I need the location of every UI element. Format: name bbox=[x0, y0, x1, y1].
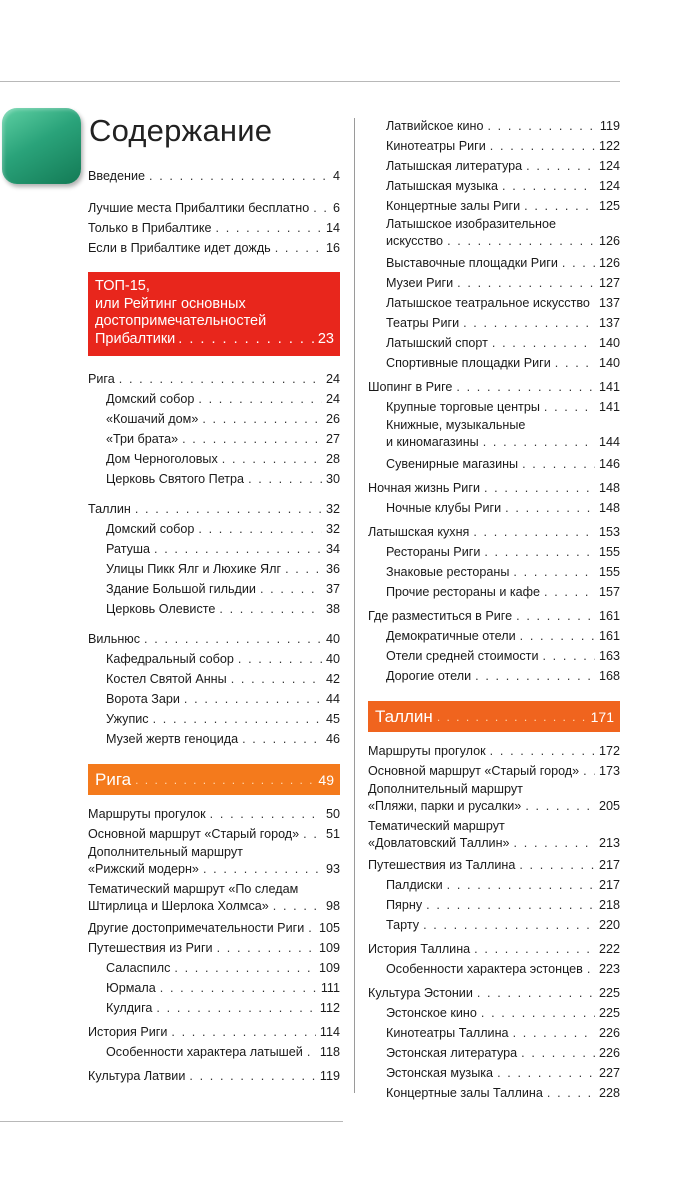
toc-entry[interactable]: Только в Прибалтике . . . 14 bbox=[88, 218, 340, 238]
top15-section-band[interactable]: ТОП-15, или Рейтинг основных достопримечательностей Прибалтики . . . 23 bbox=[88, 272, 340, 356]
toc-left-column bbox=[88, 166, 340, 1086]
toc-subentry[interactable]: Театры Риги . . . 137 bbox=[368, 313, 620, 333]
toc-subentry[interactable]: Эстонское кино . . . 225 bbox=[368, 1003, 620, 1023]
toc-subentry[interactable]: Латышская литература . . . 124 bbox=[368, 156, 620, 176]
toc-subentry[interactable]: Домский собор . . . 32 bbox=[88, 519, 340, 539]
toc-entry[interactable]: Латышская кухня . . . 153 bbox=[368, 522, 620, 542]
toc-entry-multiline[interactable]: Тематический маршрут «По следам Штирлица и Шерлока Холмса» . . . 98 bbox=[88, 881, 340, 915]
toc-entry[interactable]: Рига . . . 24 bbox=[88, 369, 340, 389]
toc-subentry[interactable]: Концертные залы Таллина . . . 228 bbox=[368, 1083, 620, 1103]
toc-subentry[interactable]: Рестораны Риги . . . 155 bbox=[368, 542, 620, 562]
toc-entry[interactable]: Где разместиться в Риге . . . 161 bbox=[368, 606, 620, 626]
toc-entry[interactable]: Маршруты прогулок . . . 50 bbox=[88, 804, 340, 824]
toc-entry[interactable]: Путешествия из Таллина . . . 217 bbox=[368, 855, 620, 875]
toc-entry[interactable]: Основной маршрут «Старый город» . . . 51 bbox=[88, 824, 340, 844]
bottom-rule bbox=[0, 1121, 343, 1122]
toc-subentry[interactable]: Костел Святой Анны . . . 42 bbox=[88, 669, 340, 689]
toc-entry[interactable]: Другие достопримечательности Риги . . . 105 bbox=[88, 918, 340, 938]
toc-subentry[interactable]: Кулдига . . . 112 bbox=[88, 998, 340, 1018]
toc-subentry[interactable]: Выставочные площадки Риги . . . 126 bbox=[368, 253, 620, 273]
toc-subentry[interactable]: Пярну . . . 218 bbox=[368, 895, 620, 915]
toc-subentry[interactable]: Знаковые рестораны . . . 155 bbox=[368, 562, 620, 582]
toc-subentry[interactable]: Сувенирные магазины . . . 146 bbox=[368, 454, 620, 474]
toc-subentry[interactable]: «Три брата» . . . 27 bbox=[88, 429, 340, 449]
toc-entry[interactable]: Культура Эстонии . . . 225 bbox=[368, 983, 620, 1003]
top-rule bbox=[0, 81, 620, 82]
toc-entry[interactable]: Шопинг в Риге . . . 141 bbox=[368, 377, 620, 397]
toc-entry[interactable]: Маршруты прогулок . . . 172 bbox=[368, 741, 620, 761]
toc-entry[interactable]: Ночная жизнь Риги . . . 148 bbox=[368, 478, 620, 498]
toc-subentry[interactable]: Особенности характера эстонцев . . . 223 bbox=[368, 959, 620, 979]
toc-entry-multiline[interactable]: Дополнительный маршрут «Рижский модерн» . . . 93 bbox=[88, 844, 340, 878]
toc-subentry[interactable]: Эстонская литература . . . 226 bbox=[368, 1043, 620, 1063]
toc-entry[interactable]: История Таллина . . . 222 bbox=[368, 939, 620, 959]
toc-subentry[interactable]: Ворота Зари . . . 44 bbox=[88, 689, 340, 709]
toc-subentry[interactable]: Крупные торговые центры . . . 141 bbox=[368, 397, 620, 417]
green-tab-marker bbox=[2, 108, 81, 184]
riga-section-band[interactable]: Рига . . . 49 bbox=[88, 764, 340, 795]
toc-subentry-multiline[interactable]: Латышское изобразительное искусство . . . 126 bbox=[368, 216, 620, 250]
toc-subentry[interactable]: Латвийское кино . . . 119 bbox=[368, 116, 620, 136]
toc-subentry[interactable]: Особенности характера латышей . . . 118 bbox=[88, 1042, 340, 1062]
tallinn-section-band[interactable]: Таллин . . . 171 bbox=[368, 701, 620, 732]
column-separator bbox=[354, 118, 355, 1093]
toc-entry[interactable]: Введение . . . 4 bbox=[88, 166, 340, 186]
page-title: Содержание bbox=[89, 113, 273, 148]
toc-subentry[interactable]: Тарту . . . 220 bbox=[368, 915, 620, 935]
toc-subentry[interactable]: Ужупис . . . 45 bbox=[88, 709, 340, 729]
toc-subentry[interactable]: Кинотеатры Риги . . . 122 bbox=[368, 136, 620, 156]
toc-right-column bbox=[368, 116, 620, 1103]
toc-entry[interactable]: Лучшие места Прибалтики бесплатно . . . 6 bbox=[88, 198, 340, 218]
toc-subentry[interactable]: Церковь Святого Петра . . . 30 bbox=[88, 469, 340, 489]
toc-entry-multiline[interactable]: Дополнительный маршрут «Пляжи, парки и русалки» . . . 205 bbox=[368, 781, 620, 815]
toc-subentry[interactable]: Музеи Риги . . . 127 bbox=[368, 273, 620, 293]
toc-subentry[interactable]: Саласпилс . . . 109 bbox=[88, 958, 340, 978]
toc-subentry[interactable]: Эстонская музыка . . . 227 bbox=[368, 1063, 620, 1083]
toc-entry[interactable]: Культура Латвии . . . 119 bbox=[88, 1066, 340, 1086]
toc-subentry[interactable]: Латышское театральное искусство . . . 137 bbox=[368, 293, 620, 313]
toc-subentry[interactable]: Демократичные отели . . . 161 bbox=[368, 626, 620, 646]
toc-entry[interactable]: Если в Прибалтике идет дождь . . . 16 bbox=[88, 238, 340, 258]
toc-subentry[interactable]: Кафедральный собор . . . 40 bbox=[88, 649, 340, 669]
toc-subentry[interactable]: Ночные клубы Риги . . . 148 bbox=[368, 498, 620, 518]
toc-subentry[interactable]: Латышский спорт . . . 140 bbox=[368, 333, 620, 353]
toc-subentry[interactable]: Отели средней стоимости . . . 163 bbox=[368, 646, 620, 666]
toc-entry[interactable]: История Риги . . . 114 bbox=[88, 1022, 340, 1042]
toc-subentry[interactable]: Ратуша . . . 34 bbox=[88, 539, 340, 559]
toc-subentry[interactable]: «Кошачий дом» . . . 26 bbox=[88, 409, 340, 429]
toc-subentry[interactable]: Церковь Олевисте . . . 38 bbox=[88, 599, 340, 619]
toc-entry[interactable]: Таллин . . . 32 bbox=[88, 499, 340, 519]
toc-subentry[interactable]: Прочие рестораны и кафе . . . 157 bbox=[368, 582, 620, 602]
toc-entry[interactable]: Основной маршрут «Старый город» . . . 173 bbox=[368, 761, 620, 781]
toc-subentry[interactable]: Здание Большой гильдии . . . 37 bbox=[88, 579, 340, 599]
toc-entry[interactable]: Путешествия из Риги . . . 109 bbox=[88, 938, 340, 958]
toc-subentry-multiline[interactable]: Книжные, музыкальные и киномагазины . . . 144 bbox=[368, 417, 620, 451]
toc-subentry[interactable]: Музей жертв геноцида . . . 46 bbox=[88, 729, 340, 749]
toc-entry-multiline[interactable]: Тематический маршрут «Довлатовский Таллин» . . . 213 bbox=[368, 818, 620, 852]
toc-subentry[interactable]: Палдиски . . . 217 bbox=[368, 875, 620, 895]
toc-subentry[interactable]: Концертные залы Риги . . . 125 bbox=[368, 196, 620, 216]
toc-subentry[interactable]: Дом Черноголовых . . . 28 bbox=[88, 449, 340, 469]
toc-subentry[interactable]: Улицы Пикк Ялг и Люхике Ялг . . . 36 bbox=[88, 559, 340, 579]
toc-subentry[interactable]: Дорогие отели . . . 168 bbox=[368, 666, 620, 686]
toc-subentry[interactable]: Кинотеатры Таллина . . . 226 bbox=[368, 1023, 620, 1043]
toc-subentry[interactable]: Домский собор . . . 24 bbox=[88, 389, 340, 409]
toc-subentry[interactable]: Спортивные площадки Риги . . . 140 bbox=[368, 353, 620, 373]
toc-subentry[interactable]: Латышская музыка . . . 124 bbox=[368, 176, 620, 196]
toc-subentry[interactable]: Юрмала . . . 111 bbox=[88, 978, 340, 998]
toc-entry[interactable]: Вильнюс . . . 40 bbox=[88, 629, 340, 649]
